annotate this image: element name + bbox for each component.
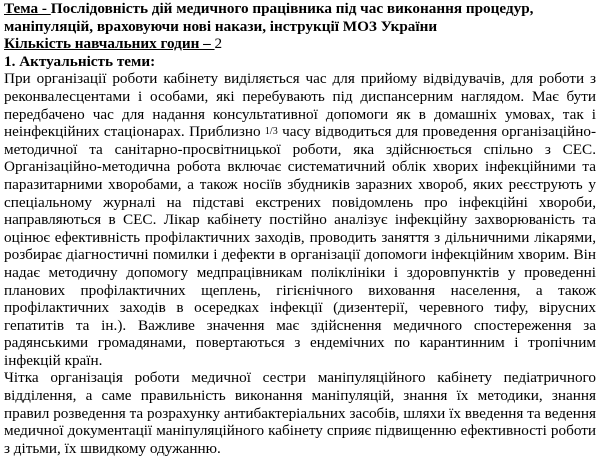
study-hours — [4, 35, 596, 53]
paragraph-1-fraction: 1/3 — [264, 126, 278, 138]
section-heading: 1. Актуальність теми: — [4, 52, 156, 70]
paragraph-1 — [4, 70, 596, 369]
hours-value: 2 — [214, 35, 223, 53]
topic-text: Послідовність дій медичного працівника під час виконання процедур, маніпуляцій, враховуючи нові накази, інструкції МОЗ України — [4, 0, 534, 35]
paragraph-2: Чітка організація роботи медичної сестри маніпуляційного кабінету педіатричного відділення, а саме правильність виконання маніпуляцій, знання їх методики, знання правил розведення та розрахунку антибактеріальних засобів, шляхи їх введення та ведення медичної документації маніпуляційного кабінету сприяє підвищенню ефективності роботи з дітьми, їх швидкому одужанню. — [4, 369, 596, 457]
paragraph-1-part-a: При організації роботи кабінету виділяється час для прийому відвідувачів, для роботи з реконвалесцентами і особами, які перебувають під диспансерним наглядом. Має бути передбачено час для надання консультативної допомоги як в домашніх умовах, так і неінфекційних стаціонарах. Приблизно — [4, 70, 596, 141]
topic-heading — [4, 0, 596, 35]
paragraph-1-part-b: часу відводиться для проведення організаційно-методичної та санітарно-просвітницької роботи, яка здійснюється спільно з СЕС. Організаційно-методична робота включає систематичний облік хворих інфекційними та паразитарними хворобами, а також носіїв збудників заразних хвороб, яких реєструють у спеціальному журналі на підставі екстрених повідомлень про інфекційні хвороби, направляються в СЕС. Лікар кабінету постійно аналізує інфекційну захворюваність та оцінює ефективність профілактичних заходів, проводить заняття з дільничними лікарями, розбирає діагностичні помилки і дефекти в організації допомоги інфекційним хворим. Він надає методичну допомогу медпрацівникам поліклініки і здоровпунктів у проведенні планових профілактичних щеплень, гігієнічного виховання населення, а також профілактичних заходів в осередках інфекції (дизентерії, черевного тифу, вірусних гепатитів та ін.). Важливе значення має здійснення медичного спостереження за радянськими громадянами, повертаються з ендемічних по карантинним і тропічним інфекцій країн. — [4, 123, 596, 369]
hours-label: Кількість навчальних годин – — [4, 35, 215, 53]
topic-label: Тема - — [4, 0, 51, 17]
